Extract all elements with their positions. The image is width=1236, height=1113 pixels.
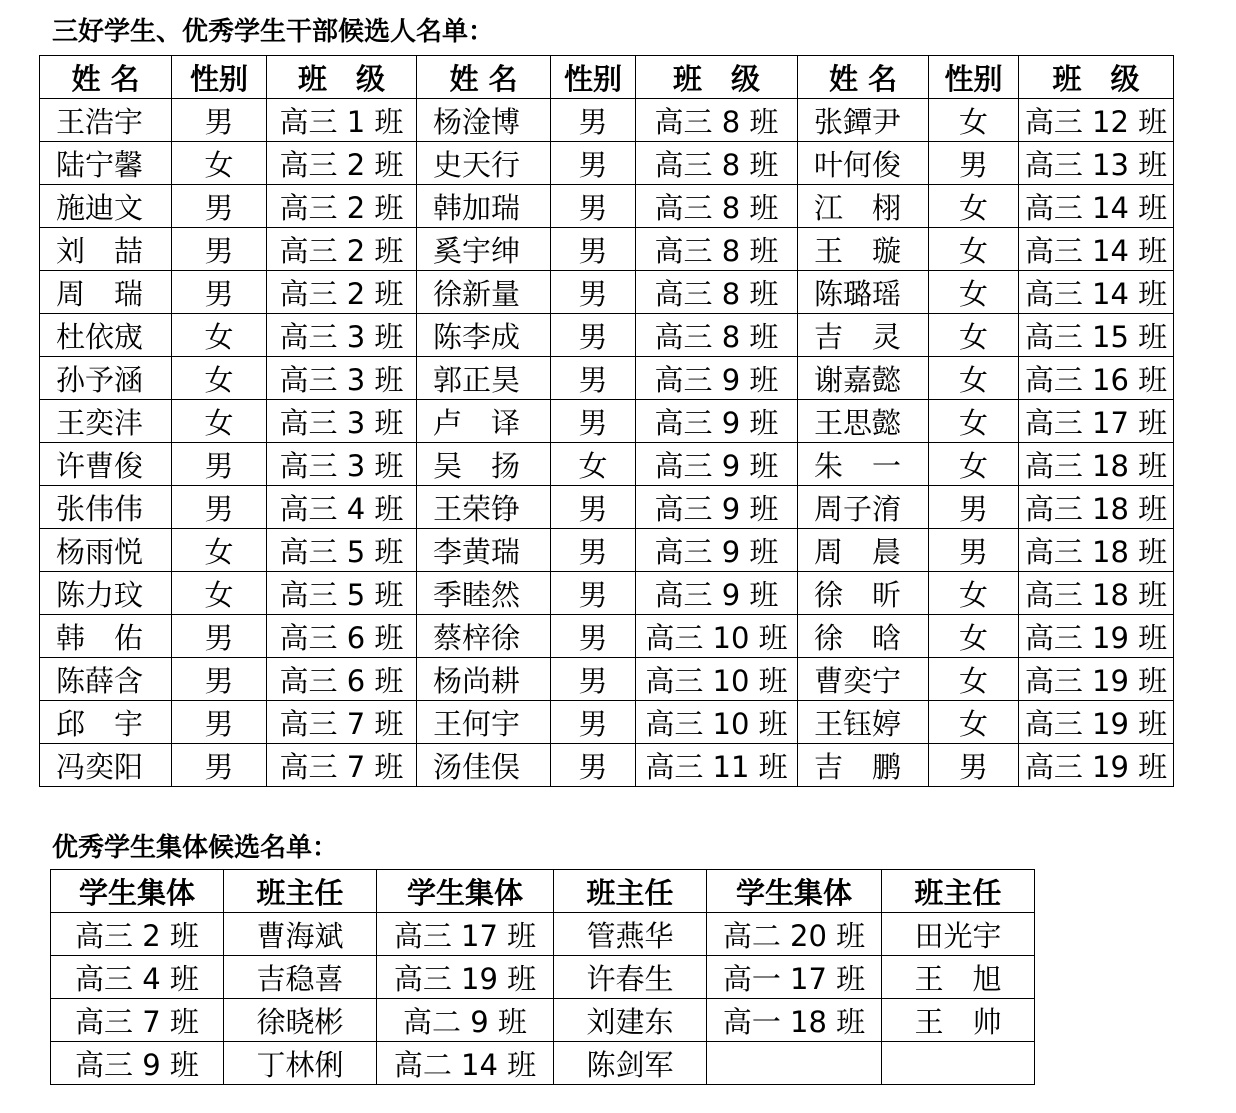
- table-cell: 江 栩: [798, 185, 929, 228]
- table-cell: 男: [172, 486, 267, 529]
- table-cell: 高二 9 班: [377, 999, 554, 1042]
- table-cell: 高三 7 班: [267, 744, 417, 787]
- table-cell: 男: [551, 228, 636, 271]
- table-cell: 高三 7 班: [267, 701, 417, 744]
- header-teacher-1: 班主任: [224, 870, 377, 913]
- table-cell: 女: [929, 314, 1019, 357]
- collective-list-title: 优秀学生集体候选名单：: [52, 833, 339, 863]
- table-row: [40, 400, 1174, 443]
- table-cell: 女: [172, 529, 267, 572]
- collective-table: [50, 869, 1035, 1085]
- table-cell: 徐晓彬: [224, 999, 377, 1042]
- table-cell: 冯奕阳: [40, 744, 172, 787]
- candidate-table-header-row: [40, 56, 1174, 99]
- table-cell: 男: [551, 572, 636, 615]
- table-cell: 卢 译: [417, 400, 551, 443]
- table-row: [51, 913, 1035, 956]
- table-cell: 高三 2 班: [51, 913, 224, 956]
- table-row: [40, 486, 1174, 529]
- table-cell: 施迪文: [40, 185, 172, 228]
- table-row: [40, 142, 1174, 185]
- table-cell: 男: [551, 400, 636, 443]
- table-row: [40, 615, 1174, 658]
- table-cell: 男: [172, 658, 267, 701]
- table-cell: 高三 19 班: [1019, 658, 1174, 701]
- table-cell: 高三 2 班: [267, 185, 417, 228]
- table-cell: 高三 18 班: [1019, 443, 1174, 486]
- table-cell: 高三 8 班: [636, 271, 798, 314]
- table-cell: 高三 10 班: [636, 615, 798, 658]
- table-cell: 李黄瑞: [417, 529, 551, 572]
- table-cell: 男: [551, 357, 636, 400]
- table-cell: 男: [172, 615, 267, 658]
- table-cell: 女: [929, 357, 1019, 400]
- table-cell: 陈剑军: [554, 1042, 707, 1085]
- header-collective-3: 学生集体: [707, 870, 882, 913]
- table-cell: 叶何俊: [798, 142, 929, 185]
- table-cell: 徐 昕: [798, 572, 929, 615]
- table-cell: 王奕沣: [40, 400, 172, 443]
- table-cell: 高一 18 班: [707, 999, 882, 1042]
- table-cell: 高三 17 班: [1019, 400, 1174, 443]
- table-cell: [707, 1042, 882, 1085]
- table-cell: 高三 3 班: [267, 357, 417, 400]
- table-cell: 朱 一: [798, 443, 929, 486]
- table-cell: 高三 2 班: [267, 271, 417, 314]
- table-cell: 管燕华: [554, 913, 707, 956]
- table-cell: 男: [929, 142, 1019, 185]
- table-cell: 高三 8 班: [636, 142, 798, 185]
- table-cell: 周 瑞: [40, 271, 172, 314]
- table-row: [40, 443, 1174, 486]
- table-cell: [882, 1042, 1035, 1085]
- header-gender-2: 性别: [551, 56, 636, 99]
- table-cell: 高一 17 班: [707, 956, 882, 999]
- table-cell: 王浩宇: [40, 99, 172, 142]
- table-cell: 高三 5 班: [267, 572, 417, 615]
- table-cell: 高三 4 班: [267, 486, 417, 529]
- collective-table-header-row: [51, 870, 1035, 913]
- table-row: [40, 228, 1174, 271]
- table-cell: 高三 8 班: [636, 185, 798, 228]
- table-cell: 高三 14 班: [1019, 271, 1174, 314]
- table-cell: 吉 鹏: [798, 744, 929, 787]
- table-row: [51, 956, 1035, 999]
- table-cell: 高三 3 班: [267, 400, 417, 443]
- table-cell: 吴 扬: [417, 443, 551, 486]
- table-cell: 高三 3 班: [267, 443, 417, 486]
- header-name-3: 姓 名: [798, 56, 929, 99]
- table-row: [40, 529, 1174, 572]
- table-cell: 高三 6 班: [267, 658, 417, 701]
- table-cell: 女: [172, 400, 267, 443]
- table-row: [40, 99, 1174, 142]
- table-cell: 高三 11 班: [636, 744, 798, 787]
- table-cell: 高三 9 班: [636, 357, 798, 400]
- table-cell: 女: [172, 357, 267, 400]
- table-cell: 孙予涵: [40, 357, 172, 400]
- table-cell: 高三 2 班: [267, 228, 417, 271]
- table-cell: 高三 18 班: [1019, 572, 1174, 615]
- table-cell: 女: [929, 99, 1019, 142]
- table-cell: 高三 8 班: [636, 228, 798, 271]
- table-cell: 高三 8 班: [636, 314, 798, 357]
- table-cell: 男: [551, 529, 636, 572]
- table-cell: 陈李成: [417, 314, 551, 357]
- table-cell: 丁林俐: [224, 1042, 377, 1085]
- header-collective-1: 学生集体: [51, 870, 224, 913]
- table-cell: 高三 6 班: [267, 615, 417, 658]
- table-cell: 韩 佑: [40, 615, 172, 658]
- table-cell: 曹海斌: [224, 913, 377, 956]
- table-cell: 男: [551, 99, 636, 142]
- table-row: [51, 999, 1035, 1042]
- table-cell: 高三 12 班: [1019, 99, 1174, 142]
- table-cell: 蔡梓徐: [417, 615, 551, 658]
- table-row: [40, 357, 1174, 400]
- table-cell: 男: [551, 486, 636, 529]
- table-cell: 高三 19 班: [1019, 615, 1174, 658]
- table-cell: 高三 3 班: [267, 314, 417, 357]
- table-cell: 徐新量: [417, 271, 551, 314]
- table-cell: 高三 9 班: [636, 400, 798, 443]
- header-gender-1: 性别: [172, 56, 267, 99]
- table-cell: 刘 喆: [40, 228, 172, 271]
- table-cell: 高三 9 班: [636, 529, 798, 572]
- table-cell: 女: [172, 572, 267, 615]
- table-cell: 高三 14 班: [1019, 185, 1174, 228]
- table-cell: 高二 20 班: [707, 913, 882, 956]
- candidate-list-title: 三好学生、优秀学生干部候选人名单：: [52, 17, 495, 47]
- table-cell: 高三 9 班: [636, 443, 798, 486]
- table-cell: 张伟伟: [40, 486, 172, 529]
- table-cell: 高三 8 班: [636, 99, 798, 142]
- table-cell: 杨雨悦: [40, 529, 172, 572]
- table-cell: 吉 灵: [798, 314, 929, 357]
- header-teacher-3: 班主任: [882, 870, 1035, 913]
- table-cell: 张鐔尹: [798, 99, 929, 142]
- table-cell: 男: [551, 658, 636, 701]
- table-cell: 高三 19 班: [1019, 701, 1174, 744]
- table-row: [40, 185, 1174, 228]
- table-cell: 田光宇: [882, 913, 1035, 956]
- table-cell: 男: [172, 185, 267, 228]
- table-cell: 杨尚耕: [417, 658, 551, 701]
- table-cell: 王 帅: [882, 999, 1035, 1042]
- table-cell: 女: [929, 228, 1019, 271]
- table-cell: 高三 18 班: [1019, 486, 1174, 529]
- header-class-1: 班 级: [267, 56, 417, 99]
- table-cell: 男: [172, 99, 267, 142]
- table-cell: 陈璐瑶: [798, 271, 929, 314]
- table-cell: 高三 17 班: [377, 913, 554, 956]
- header-collective-2: 学生集体: [377, 870, 554, 913]
- table-cell: 韩加瑞: [417, 185, 551, 228]
- table-cell: 男: [551, 185, 636, 228]
- table-cell: 男: [172, 701, 267, 744]
- table-cell: 陈力玟: [40, 572, 172, 615]
- table-cell: 高三 14 班: [1019, 228, 1174, 271]
- table-cell: 高三 4 班: [51, 956, 224, 999]
- table-cell: 女: [929, 400, 1019, 443]
- header-gender-3: 性别: [929, 56, 1019, 99]
- table-cell: 女: [929, 185, 1019, 228]
- table-cell: 高三 13 班: [1019, 142, 1174, 185]
- table-cell: 高二 14 班: [377, 1042, 554, 1085]
- table-row: [40, 271, 1174, 314]
- table-row: [40, 744, 1174, 787]
- header-class-2: 班 级: [636, 56, 798, 99]
- table-row: [40, 314, 1174, 357]
- table-cell: 陈薛含: [40, 658, 172, 701]
- table-cell: 高三 9 班: [636, 572, 798, 615]
- table-cell: 杜依宬: [40, 314, 172, 357]
- candidate-table: [39, 55, 1174, 787]
- table-cell: 男: [172, 228, 267, 271]
- table-cell: 高三 9 班: [51, 1042, 224, 1085]
- table-cell: 女: [551, 443, 636, 486]
- table-cell: 女: [172, 142, 267, 185]
- table-cell: 汤佳俣: [417, 744, 551, 787]
- table-cell: 史天行: [417, 142, 551, 185]
- table-cell: 周 晨: [798, 529, 929, 572]
- table-cell: 高三 1 班: [267, 99, 417, 142]
- table-cell: 男: [172, 744, 267, 787]
- table-cell: 邱 宇: [40, 701, 172, 744]
- header-name-2: 姓 名: [417, 56, 551, 99]
- table-row: [40, 658, 1174, 701]
- table-cell: 女: [929, 615, 1019, 658]
- table-cell: 男: [929, 529, 1019, 572]
- table-cell: 男: [929, 486, 1019, 529]
- table-cell: 徐 晗: [798, 615, 929, 658]
- table-cell: 高三 7 班: [51, 999, 224, 1042]
- table-cell: 高三 9 班: [636, 486, 798, 529]
- table-cell: 女: [929, 271, 1019, 314]
- table-cell: 郭正昊: [417, 357, 551, 400]
- table-cell: 男: [551, 271, 636, 314]
- table-cell: 男: [551, 744, 636, 787]
- table-cell: 陆宁馨: [40, 142, 172, 185]
- table-cell: 奚宇绅: [417, 228, 551, 271]
- table-cell: 王荣铮: [417, 486, 551, 529]
- table-cell: 王钰婷: [798, 701, 929, 744]
- table-cell: 高三 19 班: [1019, 744, 1174, 787]
- header-name-1: 姓 名: [40, 56, 172, 99]
- table-cell: 许春生: [554, 956, 707, 999]
- table-cell: 王思懿: [798, 400, 929, 443]
- table-cell: 王 璇: [798, 228, 929, 271]
- table-cell: 女: [929, 701, 1019, 744]
- table-cell: 王 旭: [882, 956, 1035, 999]
- table-cell: 高三 10 班: [636, 658, 798, 701]
- table-row: [51, 1042, 1035, 1085]
- table-cell: 男: [172, 443, 267, 486]
- table-cell: 男: [551, 701, 636, 744]
- table-cell: 女: [929, 572, 1019, 615]
- table-cell: 周子淯: [798, 486, 929, 529]
- header-teacher-2: 班主任: [554, 870, 707, 913]
- table-cell: 王何宇: [417, 701, 551, 744]
- table-cell: 高三 16 班: [1019, 357, 1174, 400]
- table-cell: 女: [929, 443, 1019, 486]
- table-cell: 高三 15 班: [1019, 314, 1174, 357]
- table-cell: 吉稳喜: [224, 956, 377, 999]
- table-cell: 谢嘉懿: [798, 357, 929, 400]
- table-cell: 男: [551, 142, 636, 185]
- table-row: [40, 701, 1174, 744]
- table-cell: 男: [172, 271, 267, 314]
- table-cell: 高三 10 班: [636, 701, 798, 744]
- table-cell: 男: [929, 744, 1019, 787]
- table-cell: 男: [551, 314, 636, 357]
- table-cell: 杨淦博: [417, 99, 551, 142]
- header-class-3: 班 级: [1019, 56, 1174, 99]
- table-cell: 高三 18 班: [1019, 529, 1174, 572]
- table-cell: 女: [172, 314, 267, 357]
- table-cell: 高三 5 班: [267, 529, 417, 572]
- table-cell: 男: [551, 615, 636, 658]
- table-row: [40, 572, 1174, 615]
- table-cell: 许曹俊: [40, 443, 172, 486]
- table-cell: 刘建东: [554, 999, 707, 1042]
- table-cell: 女: [929, 658, 1019, 701]
- table-cell: 高三 19 班: [377, 956, 554, 999]
- table-cell: 季睦然: [417, 572, 551, 615]
- table-cell: 曹奕宁: [798, 658, 929, 701]
- table-cell: 高三 2 班: [267, 142, 417, 185]
